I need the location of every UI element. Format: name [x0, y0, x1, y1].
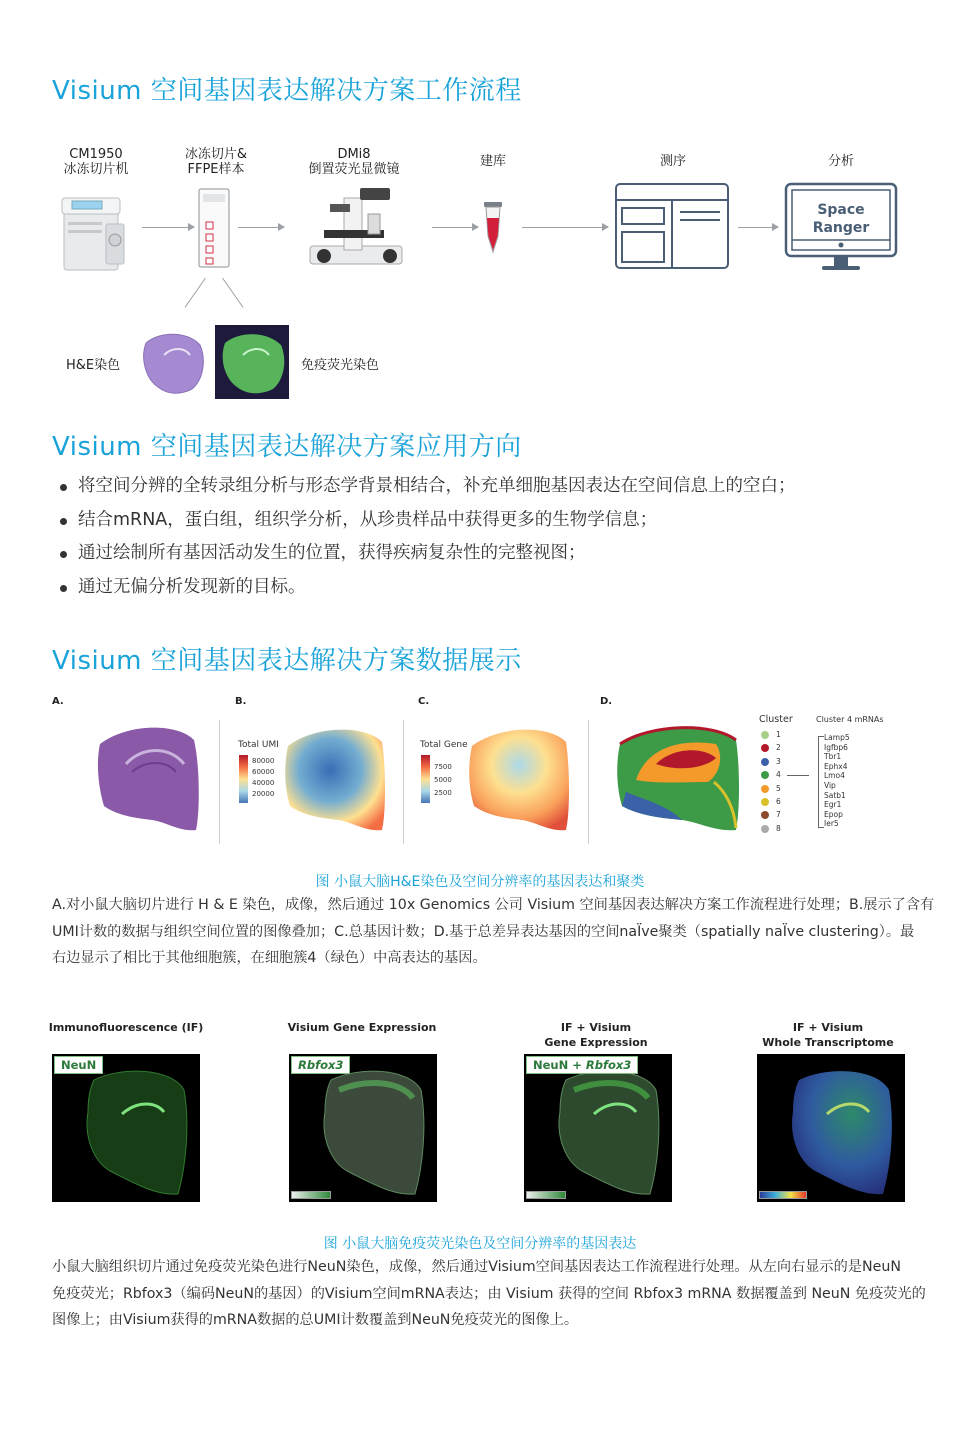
workflow-arrow — [522, 227, 608, 228]
panel-divider — [403, 720, 404, 844]
visium-panel-title: Visium Gene Expression — [287, 1021, 437, 1034]
mrna-name: Epop — [824, 809, 843, 819]
mrna-name: Satb1 — [824, 790, 846, 800]
mrna-name: Tbr1 — [824, 752, 842, 762]
space-ranger-text: Space Ranger — [812, 202, 870, 236]
mrna-name: Lmo4 — [824, 771, 845, 781]
mrna-name: Vip — [824, 781, 836, 790]
he-stain-label: H&E染色 — [66, 358, 121, 373]
if-visium-panel-title: IF + Visium Gene Expression — [544, 1021, 648, 1049]
step-microscope-label: DMi8 倒置荧光显微镜 — [308, 147, 400, 177]
cluster-number: 6 — [776, 797, 781, 806]
gene-colorbar — [421, 755, 430, 803]
cluster-number: 1 — [776, 730, 781, 739]
expression-scale-bar — [291, 1191, 331, 1199]
if-stain-label: 免疫荧光染色 — [301, 358, 380, 373]
panel-letter-b: B. — [235, 696, 247, 707]
mrna-name: Egr1 — [824, 800, 842, 810]
cluster-dot — [761, 811, 769, 819]
gene-tick: 2500 — [434, 789, 452, 797]
if-panel-title: Immunofluorescence (IF) — [48, 1021, 204, 1034]
sequencer-illustration — [614, 182, 730, 270]
microscope-illustration — [300, 184, 410, 274]
he-section-image — [96, 722, 200, 834]
applications-list — [58, 470, 796, 604]
list-item: 通过无偏分析发现新的目标。 — [58, 571, 796, 605]
cluster-number: 4 — [776, 770, 781, 780]
rbfox3-tag: Rbfox3 — [291, 1056, 350, 1074]
cluster-dot — [761, 758, 769, 766]
list-item: 通过绘制所有基因活动发生的位置，获得疾病复杂性的完整视图； — [58, 537, 796, 571]
cluster-mrna-title: Cluster 4 mRNAs — [816, 715, 884, 724]
cluster-dot — [761, 744, 769, 752]
step-cryostat-label: CM1950 冰冻切片机 — [63, 147, 129, 177]
rbfox3-expression-image — [289, 1054, 437, 1202]
panel-letter-a: A. — [52, 696, 64, 707]
figure2-caption: 图 小鼠大脑免疫荧光染色及空间分辨率的基因表达 — [323, 1236, 637, 1252]
umi-tick: 80000 — [252, 757, 275, 765]
cluster-dot — [761, 785, 769, 793]
umi-colorbar — [239, 755, 248, 803]
workflow-section-title: Visium 空间基因表达解决方案工作流程 — [52, 76, 522, 106]
panel-letter-d: D. — [600, 696, 613, 707]
neun-rbfox3-tag: NeuN + Rbfox3 — [526, 1056, 638, 1074]
figure1-description: A.对小鼠大脑切片进行 H & E 染色，成像，然后通过 10x Genomics 公司 Visium 空间基因表达解决方案工作流程进行处理；B.展示了含有 UMI计数的数据与组织空间位置的图像叠加；C.总基因计数；D.基于总差异表达基因的空间naÏve聚类（spatially naÏve clustering）。最 右边显示了相比于其他细胞簇，在细胞簇4（绿色）中高表达的基因。 — [52, 897, 935, 966]
panel-divider — [219, 720, 220, 844]
mrna-name: Lamp5 — [824, 733, 850, 742]
gene-colorbar-label: Total Gene — [420, 740, 468, 750]
list-item: 将空间分辨的全转录组分析与形态学背景相结合，补充单细胞基因表达在空间信息上的空白； — [58, 470, 796, 504]
workflow-branch-arrow — [184, 278, 205, 308]
cluster-dot — [761, 825, 769, 833]
step-sample-label: 冰冻切片& FFPE样本 — [184, 147, 248, 177]
cluster-number: 7 — [776, 810, 781, 820]
whole-transcriptome-overlay-image — [757, 1054, 905, 1202]
gene-tick: 7500 — [434, 763, 452, 771]
cluster-spatial-map — [616, 722, 742, 832]
figure1-caption: 图 小鼠大脑H&E染色及空间分辨率的基因表达和聚类 — [315, 874, 645, 890]
expression-scale-bar — [526, 1191, 566, 1199]
workflow-arrow — [238, 227, 284, 228]
workflow-branch-arrow — [222, 278, 243, 308]
he-brain-image — [136, 325, 208, 397]
workflow-arrow — [432, 227, 478, 228]
step-analysis-label: 分析 — [827, 154, 854, 169]
slide-illustration — [198, 188, 232, 270]
umi-spatial-map — [284, 724, 386, 832]
applications-section-title: Visium 空间基因表达解决方案应用方向 — [52, 432, 522, 462]
cryostat-illustration — [58, 188, 130, 272]
if-brain-image — [215, 325, 289, 399]
cluster-number: 5 — [776, 783, 781, 793]
list-item: 结合mRNA，蛋白组，组织学分析，从珍贵样品中获得更多的生物学信息； — [58, 504, 796, 538]
workflow-arrow — [738, 227, 778, 228]
gene-spatial-map — [468, 724, 570, 832]
cluster-link-line — [787, 775, 809, 776]
umi-colorbar-label: Total UMI — [238, 740, 279, 750]
gene-tick: 5000 — [434, 776, 452, 784]
figure2-description: 小鼠大脑组织切片通过免疫荧光染色进行NeuN染色，成像，然后通过Visium空间基因表达工作流程进行处理。从左向右显示的是NeuN 免疫荧光；Rbfox3（编码NeuN的基因）的Visium空间mRNA表达；由 Visium 获得的空间 Rbfox3 mRNA 数据覆盖到 NeuN 免疫荧光的 图像上；由Visium获得的mRNA数据的总UMI计数覆盖到NeuN免疫荧光的图像上。 — [52, 1259, 926, 1328]
cluster-legend-title: Cluster — [759, 714, 793, 725]
umi-tick: 60000 — [252, 768, 275, 776]
panel-letter-c: C. — [418, 696, 430, 707]
cluster-dot — [761, 771, 769, 779]
umi-tick: 40000 — [252, 779, 275, 787]
step-sequencing-label: 测序 — [659, 154, 686, 169]
panel-divider — [588, 720, 589, 844]
cluster-number: 2 — [776, 743, 781, 753]
umi-tick: 20000 — [252, 790, 275, 798]
mrna-name: Ier5 — [824, 819, 839, 829]
cluster-dot — [761, 731, 769, 739]
mrna-name: Ephx4 — [824, 761, 848, 771]
tube-illustration — [482, 202, 504, 254]
step-library-label: 建库 — [479, 154, 506, 169]
if-whole-transcriptome-title: IF + Visium Whole Transcriptome — [762, 1021, 894, 1049]
workflow-arrow — [142, 227, 194, 228]
umi-scale-bar — [759, 1191, 807, 1199]
cluster-number: 3 — [776, 756, 781, 766]
data-section-title: Visium 空间基因表达解决方案数据展示 — [52, 646, 522, 676]
cluster-dot — [761, 798, 769, 806]
cluster-number: 8 — [776, 823, 781, 833]
neun-tag: NeuN — [54, 1056, 103, 1074]
neun-rbfox3-overlay-image — [524, 1054, 672, 1202]
neun-if-image — [52, 1054, 200, 1202]
mrna-name: Igfbp6 — [824, 742, 848, 752]
